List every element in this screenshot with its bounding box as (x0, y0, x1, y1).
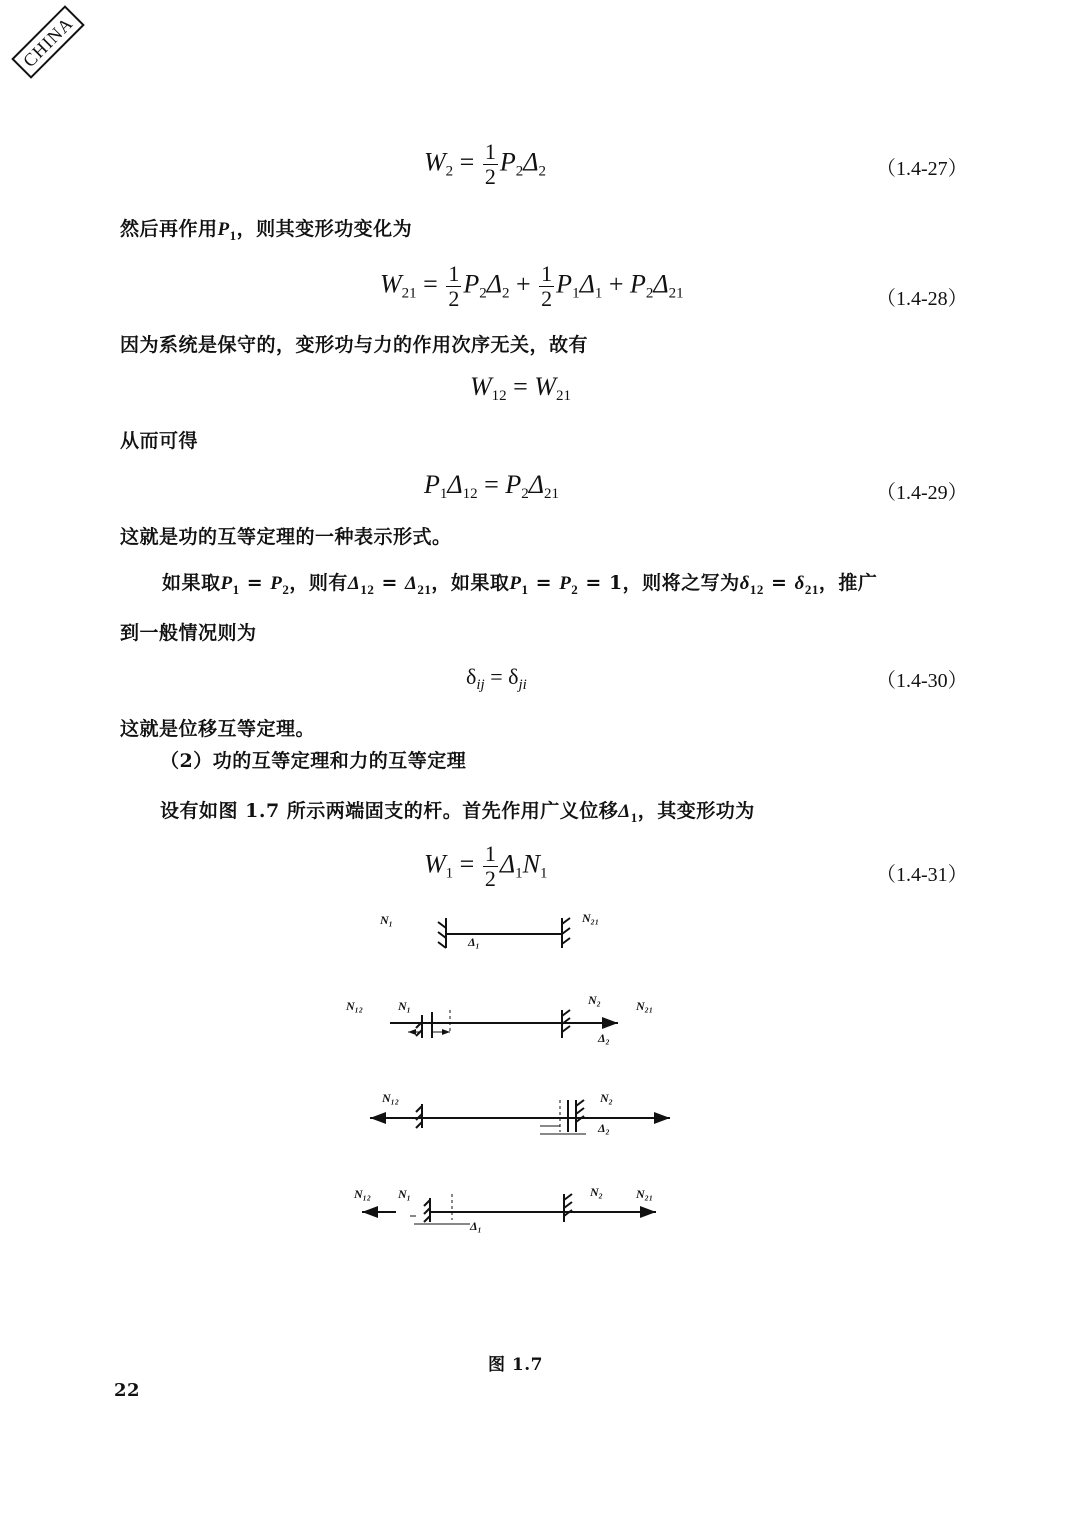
paragraph-6: 到一般情况则为 (120, 622, 257, 644)
label-n21-b: N₂₁ (636, 999, 654, 1013)
equation-w12-w21: $W_{12} = W_{21}$ (470, 372, 572, 404)
page-number: 22 (114, 1380, 141, 1401)
equation-1-4-30: $\delta_{ij} = \delta_{ji}$ (466, 664, 527, 693)
label-n12-d: N₁₂ (354, 1187, 372, 1201)
label-delta1-d: Δ₁ (470, 1219, 482, 1233)
label-n2-c: N₂ (600, 1091, 613, 1105)
label-n1-b: N₁ (398, 999, 411, 1013)
label-n1-a: N₁ (380, 913, 393, 927)
figure-caption: 图 1.7 (488, 1355, 543, 1375)
equation-1-4-29: $P_1\Delta_{12} = P_2\Delta_{21}$ (424, 470, 559, 502)
equation-1-4-27: $W_2$ = $\frac{1}{2}$ $P_2\Delta_2$ (424, 139, 546, 189)
paragraph-7: 这就是位移互等定理。 (120, 718, 316, 740)
label-n1-d: N₁ (398, 1187, 411, 1201)
label-n12-c: N₁₂ (382, 1091, 400, 1105)
paragraph-4: 这就是功的互等定理的一种表示形式。 (120, 526, 452, 548)
equation-number-28: （1.4-28） (876, 288, 968, 310)
paragraph-5: 如果取$P_1 = P_2$，则有$\Delta_{12} = \Delta_{21}$，如果取$P_1 = P_2 = 1$，则将之写为$\delta_{12} = \delta_{21}$，推广 (162, 572, 878, 597)
bar-diagram-3 (370, 1100, 670, 1134)
label-n2-b: N₂ (588, 993, 601, 1007)
equation-number-27: （1.4-27） (876, 158, 968, 180)
paragraph-2: 因为系统是保守的，变形功与力的作用次序无关，故有 (120, 334, 589, 356)
paragraph-3: 从而可得 (120, 430, 199, 452)
label-delta2-c: Δ₂ (598, 1121, 610, 1135)
equation-number-30: （1.4-30） (876, 670, 968, 692)
equation-number-29: （1.4-29） (876, 482, 968, 504)
label-delta2-b: Δ₂ (598, 1031, 610, 1045)
bar-diagram-2 (390, 1010, 618, 1038)
label-n21-a: N₂₁ (582, 911, 600, 925)
paragraph-1: 然后再作用$P_1$，则其变形功变化为 (120, 218, 413, 243)
paragraph-8: （2）功的互等定理和力的互等定理 (160, 750, 467, 772)
label-n12-b: N₁₂ (346, 999, 364, 1013)
equation-1-4-28: $W_{21}$ = $\frac{1}{2}$ $P_2\Delta_2$ + $\frac{1}{2}$ $P_1\Delta_1 + P_2\Delta_{21}$ (380, 261, 684, 311)
equation-number-31: （1.4-31） (876, 864, 968, 886)
bar-diagram-1 (438, 918, 570, 948)
equation-1-4-31: $W_1$ = $\frac{1}{2}$ $\Delta_1N_1$ (424, 841, 548, 891)
paragraph-9: 设有如图 1.7 所示两端固支的杆。首先作用广义位移$\Delta_1$，其变形功为 (160, 800, 755, 825)
china-stamp: CHINA (11, 5, 85, 79)
label-delta1-a: Δ₁ (468, 935, 480, 949)
label-n21-d: N₂₁ (636, 1187, 654, 1201)
label-n2-d: N₂ (590, 1185, 603, 1199)
figure-1-7 (340, 900, 680, 1340)
